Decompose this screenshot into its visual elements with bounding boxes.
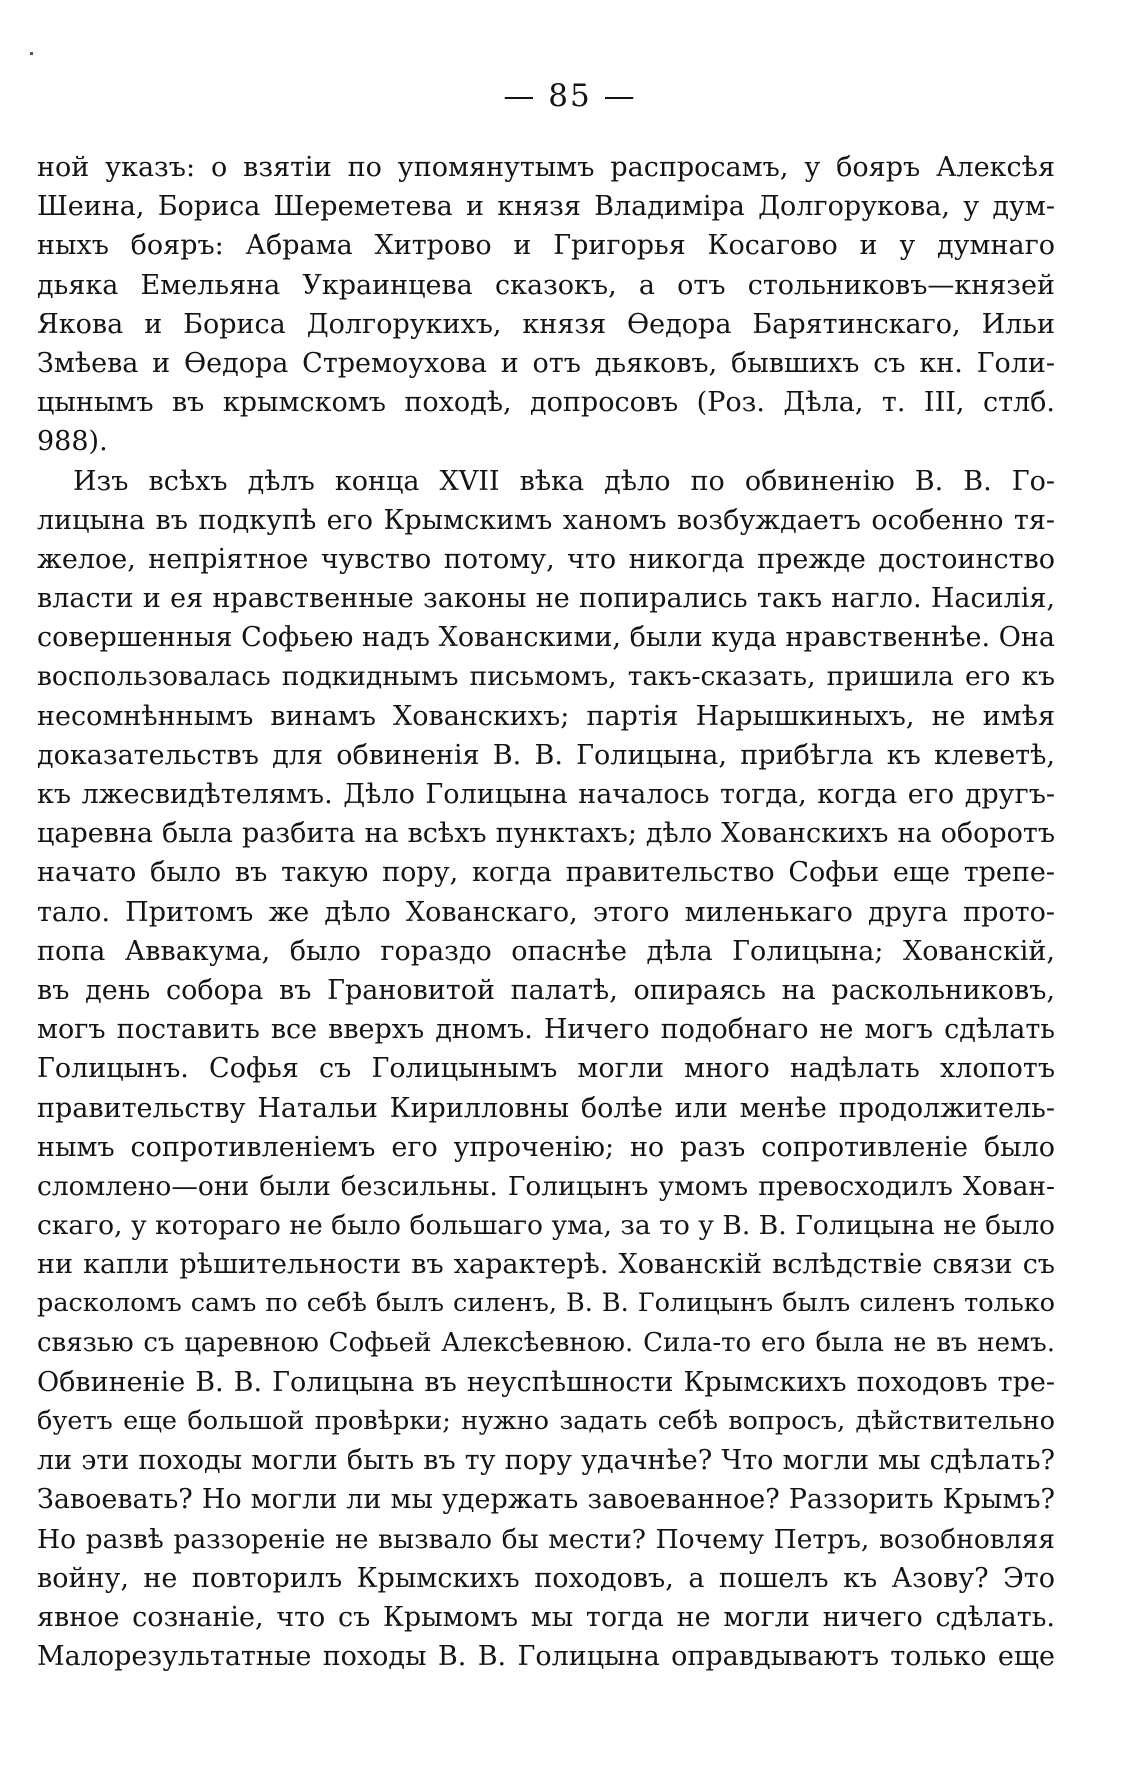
print-speck [30,52,33,55]
text-line: сломлено—они были безсильны. Голицынъ умомъ превосходилъ Хован- [37,1170,1055,1202]
text-line: Змѣева и Ѳедора Стремоухова и отъ дьяковъ, бывшихъ съ кн. Голи- [37,347,1055,379]
page-number: — 85 — [503,78,637,114]
text-line: воспользовалась подкиднымъ письмомъ, такъ-сказать, пришила его къ [37,661,1055,693]
text-line: начато было въ такую пору, когда правительство Софьи еще трепе- [37,857,1055,889]
text-line: буетъ еще большой провѣрки; нужно задать себѣ вопросъ, дѣйствительно [37,1406,1055,1436]
text-line: Якова и Бориса Долгорукихъ, князя Ѳедора Барятинскаго, Ильи [37,308,1055,340]
text-line: дьяка Емельяна Украинцева сказокъ, а отъ стольниковъ—князей [37,269,1055,301]
text-line: ли эти походы могли быть въ ту пору удачнѣе? Что могли мы сдѣлать? [37,1445,1055,1477]
text-line: попа Аввакума, было гораздо опаснѣе дѣла Голицына; Хованскій, [37,935,1055,967]
text-line: явное сознаніе, что съ Крымомъ мы тогда не могли ничего сдѣлать. [37,1601,1055,1633]
text-line: ной указъ: о взятіи по упомянутымъ распросамъ, у бояръ Алексѣя [37,152,1055,183]
text-line: войну, не повторилъ Крымскихъ походовъ, а пошелъ къ Азову? Это [37,1562,1055,1594]
text-line: къ лжесвидѣтелямъ. Дѣло Голицына началось тогда, когда его другъ- [37,779,1055,810]
text-line: ни капли рѣшительности въ характерѣ. Хованскій вслѣдствіе связи съ [37,1249,1055,1281]
text-line: правительству Натальи Кирилловны болѣе или менѣе продолжитель- [37,1092,1055,1124]
text-line: Завоевать? Но могли ли мы удержать завоеванное? Раззорить Крымъ? [37,1484,1055,1516]
text-line: Обвиненіе В. В. Голицына въ неуспѣшности Крымскихъ походовъ тре- [37,1366,1055,1398]
text-line: совершенныя Софьею надъ Хованскими, были куда нравственнѣе. Она [37,622,1055,654]
text-line: несомнѣннымъ винамъ Хованскихъ; партія Нарышкиныхъ, не имѣя [37,700,1055,732]
text-line: нымъ сопротивленіемъ его упроченію; но разъ сопротивленіе было [37,1131,1055,1163]
paragraph-end-line: 988). [37,426,108,458]
text-line: Но развѣ раззореніе не вызвало бы мести? Почему Петръ, возобновляя [37,1523,1055,1555]
text-line: доказательствъ для обвиненія В. В. Голицына, прибѣгла къ клеветѣ, [37,739,1055,771]
body-text [37,148,1055,1676]
text-line: Голицынъ. Софья съ Голицынымъ могли много надѣлать хлопотъ [37,1053,1055,1085]
text-line: связью съ царевною Софьей Алексѣевною. Сила-то его была не въ немъ. [37,1327,1055,1358]
text-line: въ день собора въ Грановитой палатѣ, опираясь на раскольниковъ, [37,974,1055,1006]
text-line: Шеина, Бориса Шереметева и князя Владиміра Долгорукова, у дум- [37,191,1055,223]
text-line: скаго, у котораго не было большаго ума, за то у В. В. Голицына не было [37,1210,1055,1242]
text-line: расколомъ самъ по себѣ былъ силенъ, В. В. Голицынъ былъ силенъ только [37,1288,1055,1319]
paragraph-start-line: Изъ всѣхъ дѣлъ конца XVII вѣка дѣло по обвиненію В. В. Го- [73,465,1055,497]
text-line: Малорезультатные походы В. В. Голицына оправдываютъ только еще [37,1641,1055,1673]
text-line: власти и ея нравственные законы не попирались такъ нагло. Насилія, [37,583,1055,615]
text-line: царевна была разбита на всѣхъ пунктахъ; дѣло Хованскихъ на оборотъ [37,818,1055,850]
text-line: цынымъ въ крымскомъ походѣ, допросовъ (Роз. Дѣла, т. III, стлб. [37,387,1055,419]
text-line: лицына въ подкупѣ его Крымскимъ ханомъ возбуждаетъ особенно тя- [37,504,1055,536]
text-line: ныхъ бояръ: Абрама Хитрово и Григорья Косагово и у думнаго [37,230,1055,262]
text-line: желое, непріятное чувство потому, что никогда прежде достоинство [37,543,1055,575]
text-line: тало. Притомъ же дѣло Хованскаго, этого миленькаго друга прото- [37,896,1055,928]
text-line: могъ поставить все вверхъ дномъ. Ничего подобнаго не могъ сдѣлать [37,1014,1055,1046]
